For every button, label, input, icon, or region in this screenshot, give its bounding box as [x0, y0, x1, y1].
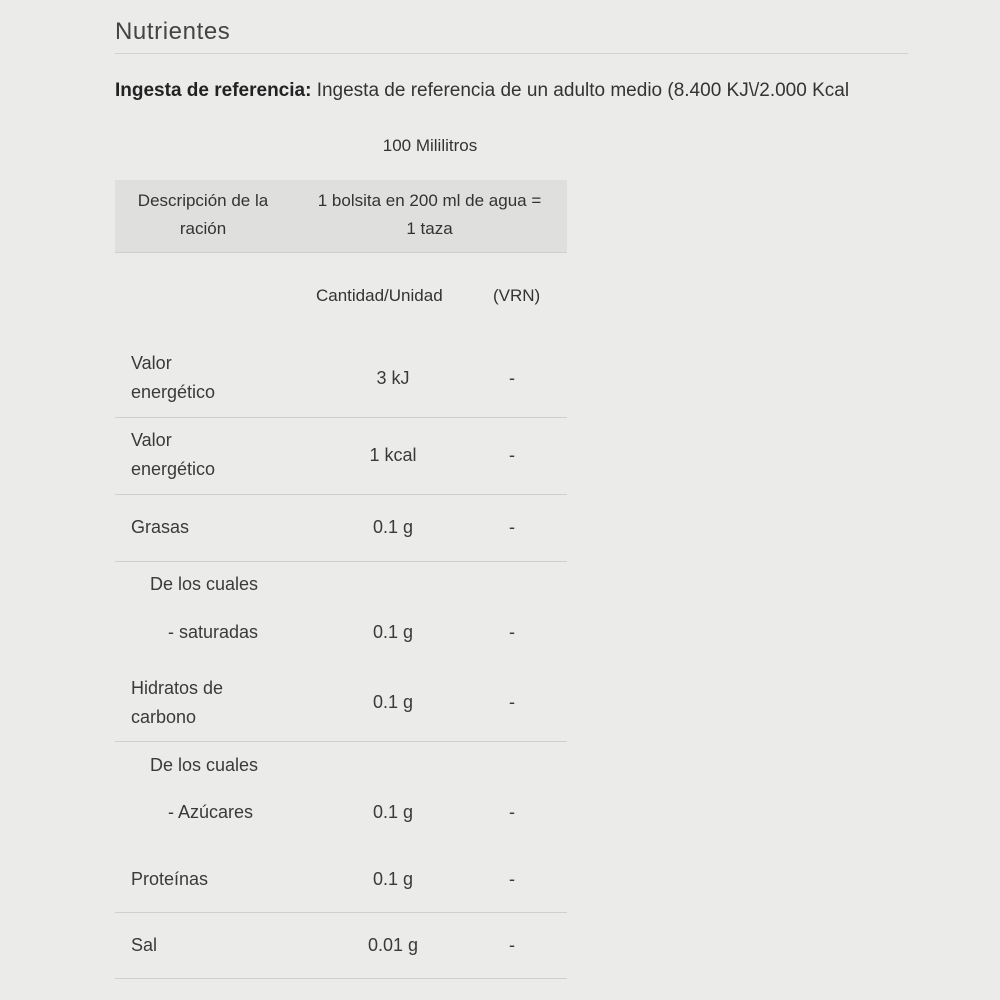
- nutrient-quantity: 0.01 g: [367, 935, 419, 955]
- nutrient-vrn: -: [509, 935, 515, 955]
- table-row: [115, 913, 567, 979]
- row-divider: [115, 978, 567, 979]
- reference-intake-text: Ingesta de referencia de un adulto medio (8.400 KJ\/2.000 Kcal: [311, 80, 850, 101]
- portion-divider: [115, 252, 567, 253]
- table-row: [115, 742, 567, 850]
- portion-value-line2: 1 taza: [406, 219, 453, 238]
- column-header-vrn: (VRN): [493, 286, 541, 305]
- nutrient-vrn: -: [509, 517, 515, 537]
- nutrient-name: Sal: [131, 935, 158, 955]
- section-divider: [115, 53, 908, 54]
- nutrient-name-line2: carbono: [131, 707, 197, 727]
- table-row: [115, 850, 567, 913]
- section-title: Nutrientes: [115, 18, 231, 45]
- nutrient-quantity: 0.1 g: [372, 869, 414, 889]
- nutrient-quantity: 0.1 g: [372, 692, 414, 712]
- nutrient-name-line1: Valor: [131, 353, 172, 373]
- nutrient-vrn: -: [509, 445, 515, 465]
- nutrient-quantity: 0.1 g: [372, 622, 414, 642]
- nutrient-name-line2: energético: [131, 459, 216, 479]
- portion-label-line1: Descripción de la: [137, 191, 269, 210]
- nutrient-vrn: -: [509, 622, 515, 642]
- nutrient-vrn: -: [509, 692, 515, 712]
- nutrient-subheading: De los cuales: [150, 755, 259, 775]
- nutrient-quantity: 1 kcal: [369, 445, 417, 465]
- portion-description-label: [117, 187, 289, 243]
- table-row: [115, 418, 567, 495]
- table-row: [115, 670, 567, 742]
- nutrient-name: Proteínas: [131, 869, 209, 889]
- nutrient-name-line1: Valor: [131, 430, 172, 450]
- nutrient-name: [131, 349, 215, 407]
- table-row: [115, 340, 567, 418]
- nutrient-name-line1: Hidratos de: [131, 678, 224, 698]
- nutrient-name: - saturadas: [168, 622, 259, 642]
- reference-intake: [115, 80, 849, 102]
- nutrient-subheading: De los cuales: [150, 574, 259, 594]
- serving-unit: 100 Mililitros: [382, 136, 478, 155]
- table-row: [115, 562, 567, 670]
- nutrient-vrn: -: [509, 869, 515, 889]
- nutrient-quantity: 3 kJ: [376, 368, 410, 388]
- nutrient-vrn: -: [509, 802, 515, 822]
- portion-description-value: [297, 187, 562, 243]
- nutrient-name: [131, 513, 189, 542]
- column-header-quantity: Cantidad/Unidad: [316, 286, 443, 305]
- nutrient-quantity: 0.1 g: [372, 517, 414, 537]
- nutrient-name: [131, 674, 223, 732]
- nutrient-name: [131, 426, 215, 484]
- portion-label-line2: ración: [179, 219, 227, 238]
- nutrient-name-line2: energético: [131, 382, 216, 402]
- nutrient-name: - Azúcares: [168, 802, 254, 822]
- reference-intake-label: Ingesta de referencia:: [115, 80, 312, 101]
- nutrient-vrn: -: [509, 368, 515, 388]
- nutrient-name-line1: Grasas: [131, 517, 190, 537]
- nutrient-quantity: 0.1 g: [372, 802, 414, 822]
- table-row: [115, 495, 567, 562]
- portion-value-line1: 1 bolsita en 200 ml de agua =: [317, 191, 542, 210]
